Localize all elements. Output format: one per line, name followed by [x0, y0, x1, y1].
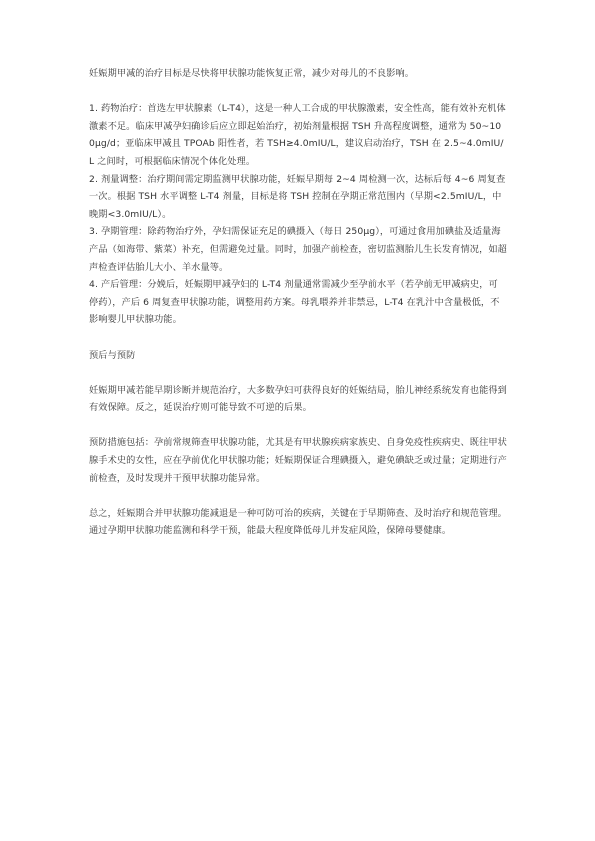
summary-paragraph: 总之，妊娠期合并甲状腺功能减退是一种可防可治的疾病，关键在于早期筛查、及时治疗和规范管理。通过孕期甲状腺功能监测和科学干预，能最大程度降低母儿并发症风险，保障母婴健康。	[89, 507, 507, 537]
treatment-list	[89, 100, 507, 329]
treatment-item-medication: 1. 药物治疗：首选左甲状腺素（L-T4），这是一种人工合成的甲状腺激素，安全性高，能有效补充机体激素不足。临床甲减孕妇确诊后应立即起始治疗，初始剂量根据 TSH 升高程度调整，通常为 50~100μg/d；亚临床甲减且 TPOAb 阳性者，若 TSH≥4.0mIU/L，建议启动治疗，TSH 在 2.5~4.0mIU/L 之间时，可根据临床情况个体化处理。	[89, 103, 506, 167]
treatment-item-postpartum-management: 4. 产后管理：分娩后，妊娠期甲减孕妇的 L-T4 剂量通常需减少至孕前水平（若孕前无甲减病史，可停药），产后 6 周复查甲状腺功能，调整用药方案。母乳喂养并非禁忌，L-T4 在乳汁中含量极低，不影响婴儿甲状腺功能。	[89, 279, 500, 326]
prevention-paragraph: 预防措施包括：孕前常规筛查甲状腺功能，尤其是有甲状腺疾病家族史、自身免疫性疾病史、既往甲状腺手术史的女性，应在孕前优化甲状腺功能；妊娠期保证合理碘摄入，避免碘缺乏或过量；定期进行产前检查，及时发现并干预甲状腺功能异常。	[89, 437, 507, 484]
prognosis-paragraph: 妊娠期甲减若能早期诊断并规范治疗，大多数孕妇可获得良好的妊娠结局，胎儿神经系统发育也能得到有效保障。反之，延误治疗则可能导致不可逆的后果。	[89, 384, 507, 414]
spacer	[89, 329, 507, 347]
spacer	[89, 364, 507, 382]
intro-paragraph: 妊娠期甲减的治疗目标是尽快将甲状腺功能恢复正常，减少对母儿的不良影响。	[89, 68, 415, 79]
spacer	[89, 83, 507, 101]
treatment-item-dose-adjustment: 2. 剂量调整：治疗期间需定期监测甲状腺功能，妊娠早期每 2~4 周检测一次，达标后每 4~6 周复查一次。根据 TSH 水平调整 L-T4 剂量，目标是将 TSH 控制在孕期正常范围内（早期<2.5mIU/L，中晚期<3.0mIU/L）。	[89, 173, 506, 220]
section-heading: 预后与预防	[89, 349, 136, 361]
treatment-item-pregnancy-management: 3. 孕期管理：除药物治疗外，孕妇需保证充足的碘摄入（每日 250μg），可通过食用加碘盐及适量海产品（如海带、紫菜）补充，但需避免过量。同时，加强产前检查，密切监测胎儿生长发育情况，如超声检查评估胎儿大小、羊水量等。	[89, 226, 507, 273]
spacer	[89, 487, 507, 505]
spacer	[89, 417, 507, 435]
document-body	[89, 65, 507, 540]
